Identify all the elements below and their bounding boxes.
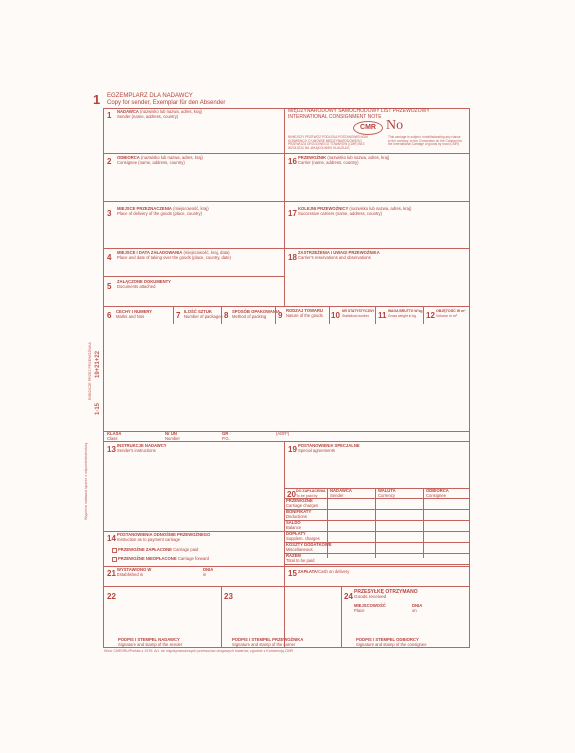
field-12-label: [436, 309, 466, 319]
line-2: [103, 201, 470, 202]
pay-row-4-pl: KOSZTY DODATKOWE: [286, 542, 332, 547]
pay-line-5: [284, 564, 470, 565]
field-1-en: Sender (name, address, country): [117, 113, 179, 119]
field-18-en: Carrier's reservations and observations: [298, 254, 371, 260]
field-21-date: [203, 568, 213, 578]
pay-col-consignee-en: Consignee: [426, 492, 447, 498]
pay-row-0: [286, 499, 318, 509]
margin-note-1: ROBOCZE PRZEZ PRZEWOŹNIKA: [88, 342, 92, 400]
field-5-en: Documents attached: [117, 283, 156, 289]
field-3-pl-rest: (miejscowość, kraj): [171, 206, 209, 211]
field-24-en: Goods received: [354, 593, 387, 599]
field-24-num: 24: [344, 592, 353, 601]
field-16-num: 16: [288, 157, 297, 166]
field-14-pl: POSTANOWIENIA ODNOŚNIE PRZEWOŹNEGO: [117, 532, 211, 537]
field-9-num: 9: [278, 311, 283, 320]
carriage-forward-label: [118, 557, 209, 562]
pay-row-0-en: Carriage charges: [286, 502, 319, 508]
field-3-label: [117, 207, 209, 217]
carriage-paid-label: [118, 548, 198, 553]
field-5-num: 5: [107, 282, 112, 291]
field-1-pl: NADAWCA: [117, 109, 139, 114]
field-7-label: [184, 310, 223, 320]
col-sep-9: [275, 306, 276, 324]
field-21-num: 21: [107, 569, 116, 578]
class-en: Class: [107, 435, 118, 441]
field-8-en: Method of packing: [232, 313, 267, 319]
field-11-pl: WAGA BRUTTO W kg: [388, 309, 423, 313]
field-3-pl: MIEJSCE PRZEZNACZENIA: [117, 206, 172, 211]
gr-pl: GR: [222, 431, 229, 436]
field-1-input[interactable]: [116, 120, 126, 130]
sep-22-23: [221, 586, 222, 648]
field-14-en: Instruction as to payment carriage: [117, 536, 181, 542]
pay-col-sender-pl: NADAWCA: [330, 488, 352, 493]
field-24-date-en: on: [412, 607, 417, 613]
field-17-label: [298, 207, 411, 217]
field-19-pl: POSTANOWIENIA SPECJALNE: [298, 443, 360, 448]
field-18-label: [298, 251, 380, 261]
center-divider-top: [284, 108, 285, 306]
pay-row-2: [286, 521, 301, 531]
field-14-num: 14: [107, 534, 116, 543]
field-24-label: [354, 590, 418, 600]
consignee-signature: [356, 638, 427, 648]
pay-row-1: [286, 510, 311, 520]
field-20-num: 20: [287, 490, 296, 499]
field-17-pl: KOLEJNI PRZEWOŹNICY: [298, 206, 349, 211]
pay-col-consignee-pl: ODBIORCA: [426, 488, 449, 493]
consignee-signature-pl: PODPIS I STEMPEL ODBIORCY: [356, 637, 419, 642]
pay-row-4-en: Miscellaneous: [286, 546, 313, 552]
field-16-en: Carrier (name, address, country): [298, 159, 359, 165]
field-16-pl-rest: (nazwisko lub nazwa, adres, kraj): [326, 155, 390, 160]
pay-line-0: [284, 509, 470, 510]
field-5-label: [117, 280, 171, 290]
field-7-num: 7: [176, 311, 181, 320]
field-13-pl: INSTRUKCJE NADAWCY: [117, 443, 167, 448]
field-23-num: 23: [224, 592, 233, 601]
pay-col-currency-pl: WALUTA: [378, 488, 396, 493]
field-14-label: [117, 533, 210, 543]
field-1-label: [117, 110, 202, 120]
class-pl: KLASA: [107, 431, 122, 436]
pay-row-4: [286, 543, 332, 553]
pay-row-3-pl: DOPŁATY: [286, 531, 306, 536]
un-pl: Nr UN: [165, 431, 177, 436]
field-17-num: 17: [288, 209, 297, 218]
carrier-signature-en: Signature and stamp of the carrier: [232, 641, 296, 647]
carrier-signature: [232, 638, 303, 648]
field-21-date-pl: DNIA: [203, 567, 214, 572]
field-13-num: 13: [107, 445, 116, 454]
field-12-num: 12: [426, 311, 435, 320]
field-7-pl: ILOŚĆ SZTUK: [184, 309, 212, 314]
field-20-pl: DO ZAPŁACENIA: [296, 489, 326, 493]
field-3-num: 3: [107, 209, 112, 218]
col-sep-10: [329, 306, 330, 324]
field-8-pl: SPOSÓB OPAKOWANIA: [232, 309, 281, 314]
adr-label: (ADR*): [276, 431, 290, 436]
cmr-logo: CMR: [353, 121, 383, 135]
field-4-pl: MIEJSCE I DATA ZAŁADOWANIA: [117, 250, 183, 255]
col-sep-11: [375, 306, 376, 324]
field-24-place: [354, 604, 386, 614]
field-16-pl: PRZEWOŹNIK: [298, 155, 327, 160]
pay-row-0-pl: PRZEWOŹNE: [286, 498, 313, 503]
field-10-pl: NR STATYSTYCZNY: [342, 309, 375, 313]
copy-subtitle: Copy for sender, Exemplar für den Absender: [107, 100, 226, 106]
carriage-forward-checkbox[interactable]: [112, 557, 117, 562]
line-1: [103, 153, 470, 154]
gr-en: P.G.: [222, 435, 230, 441]
field-4-en: Place and date of taking over the goods (place, country, date): [117, 254, 231, 260]
pay-row-2-en: Balance: [286, 524, 302, 530]
field-15-pl: ZAPŁATA: [298, 569, 317, 574]
field-2-pl: ODBIORCA: [117, 155, 140, 160]
pay-row-2-pl: SALDO: [286, 520, 301, 525]
field-9-en: Nature of the goods: [286, 312, 323, 318]
carrier-signature-pl: PODPIS I STEMPEL PRZEWOŹNIKA: [232, 637, 304, 642]
notice-right: This carriage is subject, notwithstanding any clause to the contrary, to the Convention on the Contract for the International Carriage of goods by road (CMR): [388, 135, 463, 147]
field-4-label: [117, 251, 231, 261]
line-5: [103, 306, 470, 307]
field-22-num: 22: [107, 592, 116, 601]
field-15-en: Cash on delivery: [318, 569, 350, 574]
field-10-num: 10: [331, 311, 340, 320]
footer-note: Wzór CMR/IRU/Polska z 1976. Art. do międzynarodowych przewozów drogowych towarów, zgodnie z Konwencją CMR: [104, 649, 294, 653]
carriage-paid-checkbox[interactable]: [112, 548, 117, 553]
pay-line-1: [284, 520, 470, 521]
col-sep-8: [221, 306, 222, 324]
pay-row-1-pl: BONIFIKATY: [286, 509, 312, 514]
field-8-num: 8: [224, 311, 229, 320]
pay-row-5: [286, 554, 314, 564]
pay-row-3-en: Supplem. charges: [286, 535, 320, 541]
field-9-pl: RODZAJ TOWARU: [286, 308, 323, 313]
field-24-date-pl: DNIA: [412, 603, 423, 608]
field-4-num: 4: [107, 253, 112, 262]
field-24-pl: PRZESYŁKĘ OTRZYMANO: [354, 589, 418, 595]
form-frame: [103, 108, 470, 648]
field-19-label: [298, 444, 360, 454]
title-pl: MIĘDZYNARODOWY SAMOCHODOWY LIST PRZEWOZOWY: [288, 108, 430, 114]
field-11-en: Gross weight in kg: [388, 313, 416, 318]
carriage-forward-en: Carriage forward: [177, 556, 209, 561]
pay-row-1-en: Deductions: [286, 513, 307, 519]
line-21-top: [103, 566, 470, 567]
field-12-pl: OBJĘTOŚĆ W m³: [436, 309, 466, 313]
field-17-pl-rest: (nazwisko lub nazwa, adres, kraj): [348, 206, 412, 211]
field-16-label: [298, 156, 389, 166]
sender-signature-pl: PODPIS I STEMPEL NADAWCY: [118, 637, 180, 642]
field-2-en: Consignee (name, address, country): [117, 159, 185, 165]
pay-row-5-pl: RAZEM: [286, 553, 301, 558]
field-24-date: [412, 604, 422, 614]
col-sep-12: [423, 306, 424, 324]
field-6-label: [116, 310, 152, 320]
line-22-top: [103, 586, 470, 587]
margin-note-2: Wypełnia nadawca łącznie z odpowiedzialnością: [84, 442, 88, 520]
pay-col-sender-en: Sender: [330, 492, 344, 498]
line-class-bottom: [103, 441, 470, 442]
field-5-pl: ZAŁĄCZONE DOKUMENTY: [117, 279, 171, 284]
field-18-pl: ZASTRZEŻENIA I UWAGI PRZEWOŹNIKA: [298, 250, 380, 255]
field-19-en: Special agreements: [298, 447, 336, 453]
field-1-num: 1: [107, 111, 112, 120]
copy-number: 1: [93, 92, 101, 107]
field-2-num: 2: [107, 157, 112, 166]
field-21-date-en: in: [203, 571, 207, 577]
field-2-pl-rest: (nazwisko lub nazwa, adres, kraj): [139, 155, 203, 160]
field-15-label: ZAPŁATA/Cash on delivery: [298, 569, 350, 574]
pay-row-5-en: Total to be paid: [286, 557, 315, 563]
field-7-en: Number of packages: [184, 313, 223, 319]
field-24-place-en: Place: [354, 607, 365, 613]
field-12-en: Volume in m³: [436, 313, 457, 318]
field-19-num: 19: [288, 445, 297, 454]
field-4-pl-rest: (miejscowość, kraj, data): [182, 250, 230, 255]
field-8-label: [232, 309, 283, 320]
field-21-en: Established in: [117, 571, 144, 577]
field-11-num: 11: [378, 311, 387, 320]
field-6-pl: CECHY I NUMERY: [116, 309, 153, 314]
sep-23-24: [341, 586, 342, 648]
un-en: Number: [165, 435, 180, 441]
field-11-label: [388, 309, 422, 319]
field-10-en: Statistical number: [342, 313, 369, 318]
no-label: No: [386, 118, 404, 133]
pay-row-3: [286, 532, 320, 542]
notice-left: NINIEJSZY PRZEWÓZ PODLEGA POSTANOWIENIOM KONWENCJI O UMOWIE MIĘDZYNARODOWEGO PRZEWOZU DROGOWEGO TOWARÓW (CMR) BEZ WZGLĘDU NA JAKĄKOLWIEK KLAUZULĘ: [288, 135, 368, 150]
field-6-num: 6: [107, 311, 112, 320]
field-17-en: Successive carriers (name, address, country): [298, 210, 383, 216]
line-3: [103, 248, 470, 249]
field-13-en: Sender's instructions: [117, 447, 156, 453]
margin-code-2: 19+21+22: [95, 350, 101, 378]
col-sep-7: [173, 306, 174, 324]
carriage-paid-pl: PRZEWOŹNE ZAPŁACONE: [118, 547, 172, 552]
center-divider-bottom: [284, 441, 285, 648]
field-1-pl-rest: (nazwisko lub nazwa, adres, kraj): [138, 109, 202, 114]
field-6-en: Marks and Nos: [116, 313, 145, 319]
field-15-num: 15: [288, 569, 297, 578]
pay-col-currency-en: Currency: [378, 492, 395, 498]
field-2-label: [117, 156, 203, 166]
margin-code-1: 1-15: [95, 402, 101, 415]
field-24-place-pl: MIEJSCOWOŚĆ: [354, 603, 386, 608]
field-20-en: To be paid by: [296, 493, 318, 498]
field-21-label: [117, 568, 151, 578]
field-9-label: [286, 309, 323, 319]
field-3-en: Place of delivery of the goods (place, country): [117, 210, 202, 216]
field-13-label: [117, 444, 167, 454]
copy-title: EGZEMPLARZ DLA NADAWCY: [107, 93, 193, 99]
sender-signature: [118, 638, 182, 648]
carriage-paid-en: Carriage paid: [173, 547, 199, 552]
field-10-label: [342, 309, 374, 319]
line-4: [103, 276, 284, 277]
consignee-signature-en: Signature and stamp of the consignee: [356, 641, 427, 647]
carriage-forward-pl: PRZEWOŹNE NIEOPŁACONE: [118, 556, 177, 561]
title-en: INTERNATIONAL CONSIGNMENT NOTE: [288, 114, 382, 120]
sender-signature-en: Signature and stamp of the sender: [118, 641, 183, 647]
field-18-num: 18: [288, 253, 297, 262]
field-21-pl: WYSTAWIONO W: [117, 567, 152, 572]
